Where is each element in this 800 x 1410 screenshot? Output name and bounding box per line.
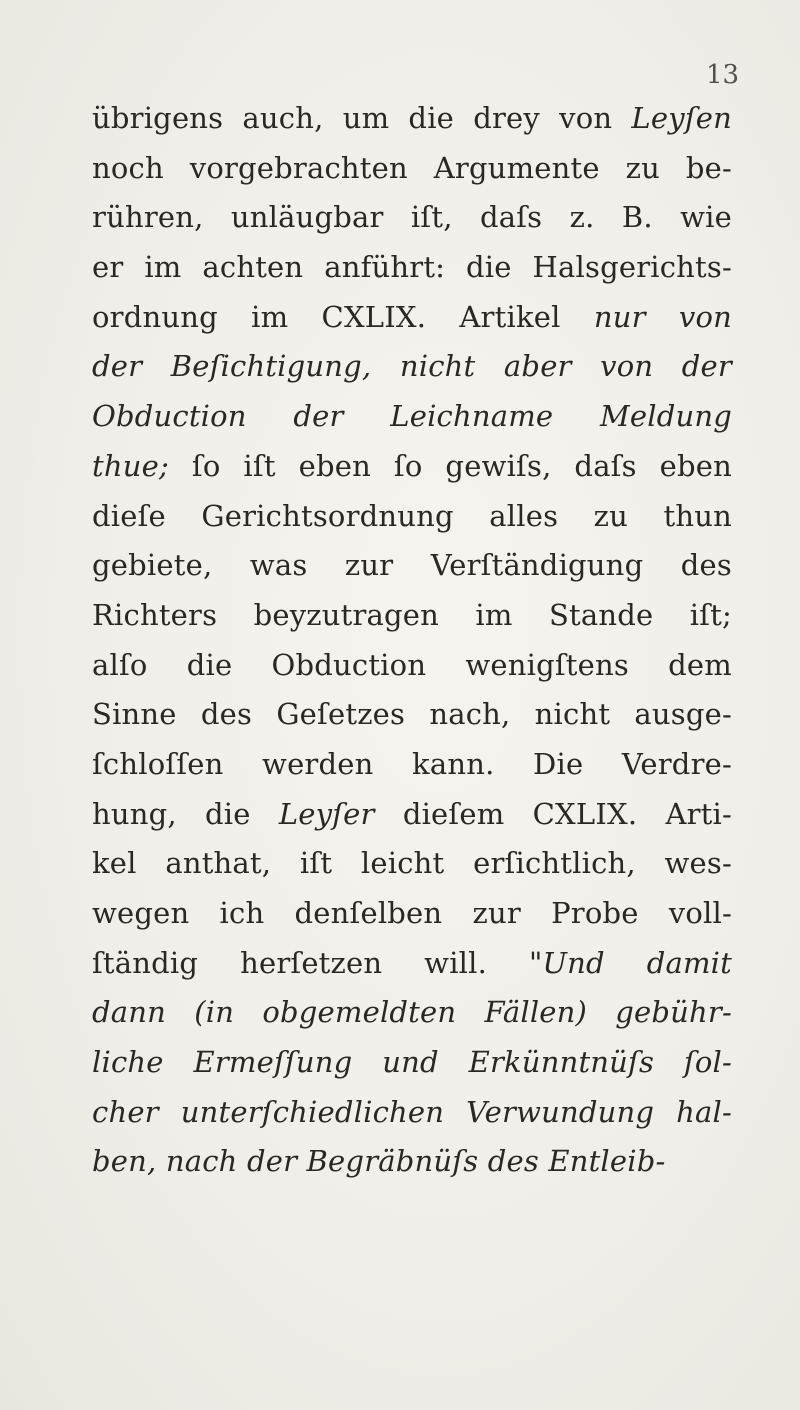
text-segment: dieſe Gerichtsordnung alles zu thun	[92, 498, 732, 533]
italic-segment: Leyſer	[278, 796, 375, 831]
text-segment: gebiete, was zur Verſtändigung des	[92, 548, 732, 583]
text-line	[92, 541, 732, 591]
text-segment: alſo die Obduction wenigſtens dem	[92, 647, 732, 682]
text-segment: noch vorgebrachten Argumente zu be-	[92, 150, 732, 185]
text-segment: ſtändig herſetzen will.	[92, 945, 529, 980]
text-line	[92, 641, 732, 691]
text-line	[92, 1088, 732, 1138]
text-line	[92, 293, 732, 343]
text-line	[92, 839, 732, 889]
text-segment: hung, die	[92, 796, 279, 831]
text-line	[92, 690, 732, 740]
text-segment: er im achten anführt: die Halsgerichts-	[92, 250, 732, 285]
text-segment: rühren, unläugbar iſt, daſs z. B. wie	[92, 200, 732, 235]
text-segment: Sinne des Geſetzes nach, nicht ausge-	[92, 697, 732, 732]
text-line	[92, 243, 732, 293]
page-number: 13	[706, 60, 740, 90]
text-segment: Richters beyzutragen im Stande iſt;	[92, 597, 732, 632]
text-line	[92, 1137, 732, 1187]
text-segment: kel anthat, iſt leicht erſichtlich, wes-	[92, 846, 732, 881]
text-line	[92, 144, 732, 194]
text-line	[92, 193, 732, 243]
text-line	[92, 492, 732, 542]
text-segment: wegen ich denſelben zur Probe voll-	[92, 896, 732, 930]
italic-segment: cher unterſchiedlichen Verwundung hal-	[92, 1094, 732, 1129]
text-line	[92, 1038, 732, 1088]
text-line	[92, 392, 732, 442]
text-line	[92, 889, 732, 939]
text-segment: ſo iſt eben ſo gewiſs, daſs eben	[168, 448, 732, 483]
italic-segment: Leyſen	[631, 101, 732, 135]
text-line	[92, 939, 732, 989]
text-segment: ordnung im CXLIX. Artikel	[92, 299, 594, 334]
italic-segment: "Und damit	[528, 945, 732, 980]
text-segment: übrigens auch, um die drey von	[92, 101, 632, 135]
italic-segment: thue;	[92, 448, 169, 483]
text-line	[92, 342, 732, 392]
italic-segment: liche Ermeſſung und Erkünntnüſs ſol-	[92, 1045, 732, 1080]
text-line	[92, 591, 732, 641]
text-line	[92, 94, 732, 144]
italic-segment: Obduction der Leichname Meldung	[92, 399, 732, 434]
text-line	[92, 442, 732, 492]
italic-segment: nur von	[593, 299, 732, 334]
text-segment: ſchloſſen werden kann. Die Verdre-	[92, 746, 732, 781]
body-text	[92, 94, 732, 1187]
italic-segment: ben, nach der Begräbnüſs des Entleib-	[92, 1144, 666, 1179]
text-line	[92, 988, 732, 1038]
text-segment: dieſem CXLIX. Arti-	[374, 796, 732, 831]
text-line	[92, 790, 732, 840]
italic-segment: dann (in obgemeldten Fällen) gebühr-	[92, 995, 732, 1030]
italic-segment: der Beſichtigung, nicht aber von der	[92, 349, 732, 384]
text-line	[92, 740, 732, 790]
